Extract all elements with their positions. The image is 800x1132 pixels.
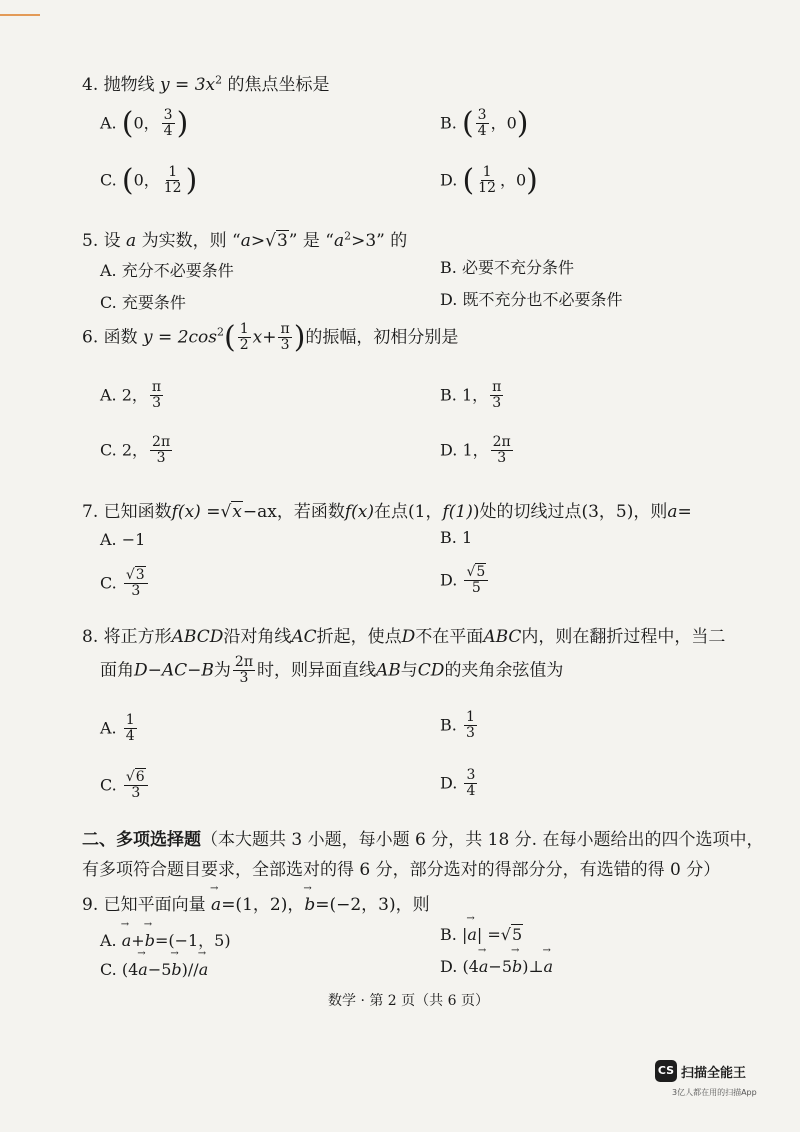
scanner-tagline: 3亿人都在用的扫描App — [672, 1088, 757, 1097]
question-7-stem: 7. 已知函数f(x) =√x−ax，若函数f(x)在点(1，f(1))处的切线过点(3，5)，则a= — [82, 502, 692, 522]
question-8-option-a[interactable]: A. $\frac{1}{4}$ — [100, 712, 135, 745]
question-8-option-b[interactable]: B. $\frac{1}{3}$ — [440, 709, 475, 742]
question-6-stem: 6. 函数 $y = 2\cos^2$( $\frac{1}{2}$ x+ $\frac{\pi}{3}$ )的振幅，初相分别是 — [82, 319, 459, 355]
question-6-option-a[interactable]: A. 2， $\frac{\pi}{3}$ — [100, 379, 162, 412]
question-9-option-d[interactable]: D. (4→ a−5→ b)⊥→ a — [440, 957, 553, 976]
question-9-stem: 9. 已知平面向量 → a=(1，2)，→ b=(−2，3)，则 — [82, 890, 430, 915]
question-5-stem: 5. 设 a 为实数，则 “a>√3” 是 “$a^2>3$” 的 — [82, 229, 408, 251]
question-8-stem-line2: 面角D−AC−B为 $\frac{2\pi}{3}$ 时，则异面直线AB与CD的夹角余弦值为 — [100, 654, 564, 687]
section-2-header: 二、多项选择题（本大题共 3 小题，每小题 6 分，共 18 分. 在每小题给出的四个选项中， — [82, 830, 764, 850]
page-footer: 数学 · 第 2 页（共 6 页） — [328, 993, 489, 1009]
scanner-logo-icon: CS — [655, 1060, 677, 1082]
question-9-option-a[interactable]: A. → a+→ b=(−1，5) — [100, 928, 231, 951]
question-8-option-d[interactable]: D. $\frac{3}{4}$ — [440, 767, 476, 800]
question-7-option-b[interactable]: B. 1 — [440, 528, 473, 547]
question-5-option-c[interactable]: C. 充要条件 — [100, 293, 186, 312]
question-6-option-d[interactable]: D. 1， $\frac{2\pi}{3}$ — [440, 434, 511, 467]
question-7-option-c[interactable]: C. $\frac{√3}{3}$ — [100, 568, 150, 600]
question-9-option-b[interactable]: B. |→ a| =√5 — [440, 925, 523, 944]
question-4-option-a[interactable]: A. (0， $\frac{3}{4}$ ) — [100, 105, 189, 141]
question-5-option-b[interactable]: B. 必要不充分条件 — [440, 258, 574, 277]
question-8-stem-line1: 8. 将正方形ABCD沿对角线AC折起，使点D不在平面ABC内，则在翻折过程中，当二 — [82, 627, 726, 647]
question-8-option-c[interactable]: C. $\frac{√6}{3}$ — [100, 770, 150, 802]
question-5-option-d[interactable]: D. 既不充分也不必要条件 — [440, 290, 623, 309]
scanner-watermark: CS 扫描全能王 — [655, 1060, 746, 1082]
question-4-stem: 4. 抛物线 $y = 3x^2$ 的焦点坐标是 — [82, 73, 330, 95]
question-4-option-d[interactable]: D. ( $\frac{1}{12}$ ，0) — [440, 162, 538, 198]
section-2-instructions: 有多项符合题目要求，全部选对的得 6 分，部分选对的得部分分，有选错的得 0 分） — [82, 860, 721, 880]
question-7-option-a[interactable]: A. −1 — [100, 530, 146, 549]
scan-edge-mark — [0, 14, 40, 16]
question-9-option-c[interactable]: C. (4→ a−5→ b)//→ a — [100, 960, 208, 979]
question-5-option-a[interactable]: A. 充分不必要条件 — [100, 261, 234, 280]
question-6-option-c[interactable]: C. 2， $\frac{2\pi}{3}$ — [100, 434, 171, 467]
question-7-option-d[interactable]: D. $\frac{√5}{5}$ — [440, 565, 490, 597]
question-4-option-c[interactable]: C. (0， $\frac{1}{12}$ ) — [100, 162, 198, 198]
question-4-option-b[interactable]: B. ( $\frac{3}{4}$ ，0) — [440, 105, 529, 141]
question-6-option-b[interactable]: B. 1， $\frac{\pi}{3}$ — [440, 379, 502, 412]
